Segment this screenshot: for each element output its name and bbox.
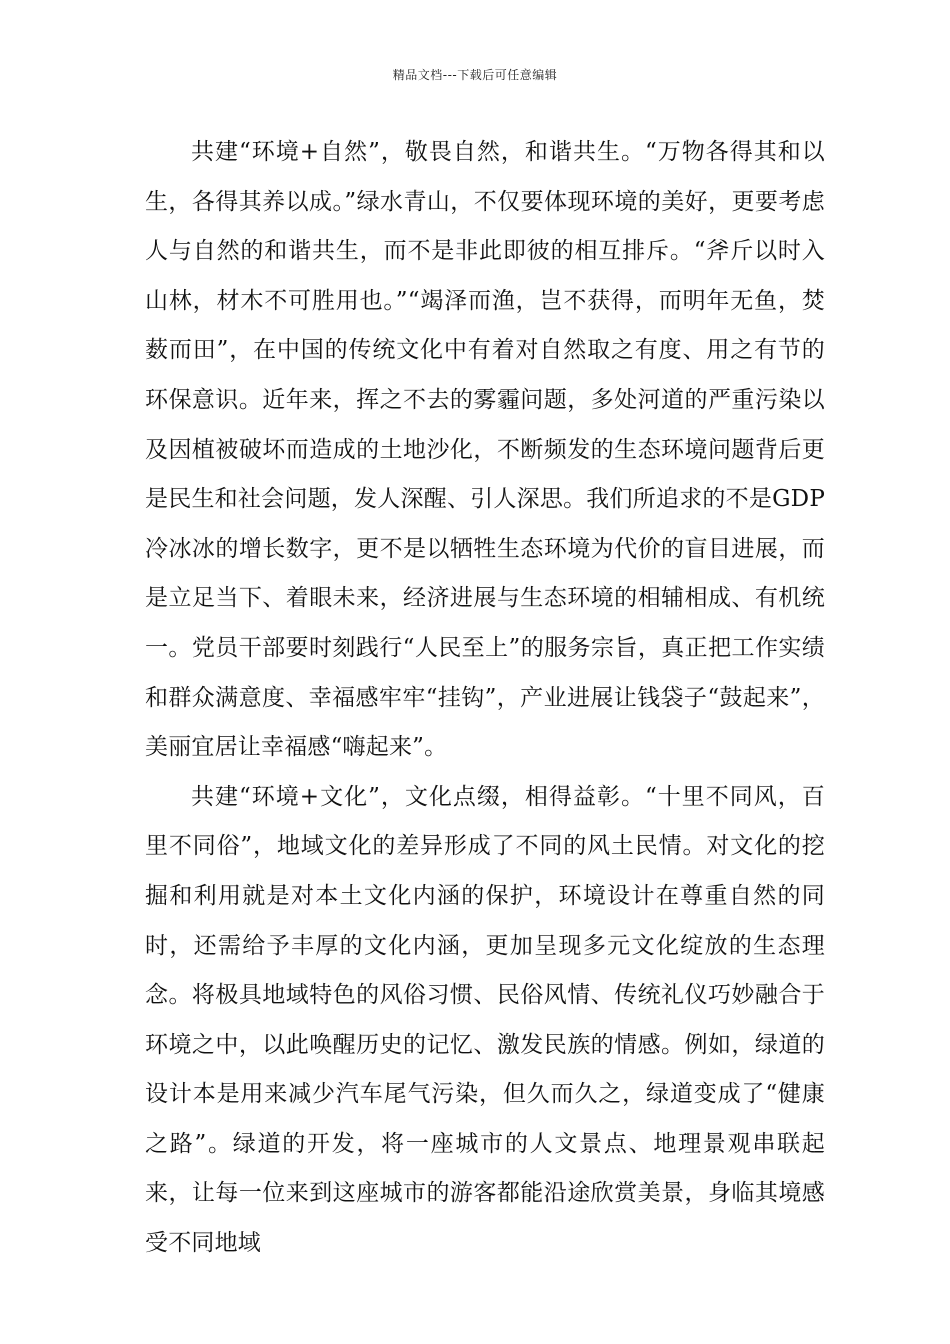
document-body [145, 128, 825, 1269]
paragraph-environment-culture: 共建“环境+文化”，文化点缀，相得益彰。“十里不同风，百里不同俗”，地域文化的差异形成了不同的风土民情。对文化的挖掘和利用就是对本土文化内涵的保护，环境设计在尊重自然的同时，还需给予丰厚的文化内涵，更加呈现多元文化绽放的生态理念。将极具地域特色的风俗习惯、民俗风情、传统礼仪巧妙融合于环境之中，以此唤醒历史的记忆、激发民族的情感。例如，绿道的设计本是用来减少汽车尾气污染，但久而久之，绿道变成了“健康之路”。绿道的开发，将一座城市的人文景点、地理景观串联起来，让每一位来到这座城市的游客都能沿途欣赏美景，身临其境感受不同地域 [145, 783, 825, 1257]
page-header: 精品文档---下载后可任意编辑 [392, 68, 558, 82]
paragraph-environment-nature: 共建“环境+自然”，敬畏自然，和谐共生。“万物各得其和以生，各得其养以成。”绿水青山，不仅要体现环境的美好，更要考虑人与自然的和谐共生，而不是非此即彼的相互排斥。“斧斤以时入山林，材木不可胜用也。”“竭泽而渔，岂不获得，而明年无鱼，焚薮而田”，在中国的传统文化中有着对自然取之有度、用之有节的环保意识。近年来，挥之不去的雾霾问题，多处河道的严重污染以及因植被破坏而造成的土地沙化，不断频发的生态环境问题背后更是民生和社会问题，发人深醒、引人深思。我们所追求的不是GDP冷冰冰的增长数字，更不是以牺牲生态环境为代价的盲目进展，而是立足当下、着眼未来，经济进展与生态环境的相辅相成、有机统一。党员干部要时刻践行“人民至上”的服务宗旨，真正把工作实绩和群众满意度、幸福感牢牢“挂钩”，产业进展让钱袋子“鼓起来”，美丽宜居让幸福感“嗨起来”。 [145, 139, 825, 761]
